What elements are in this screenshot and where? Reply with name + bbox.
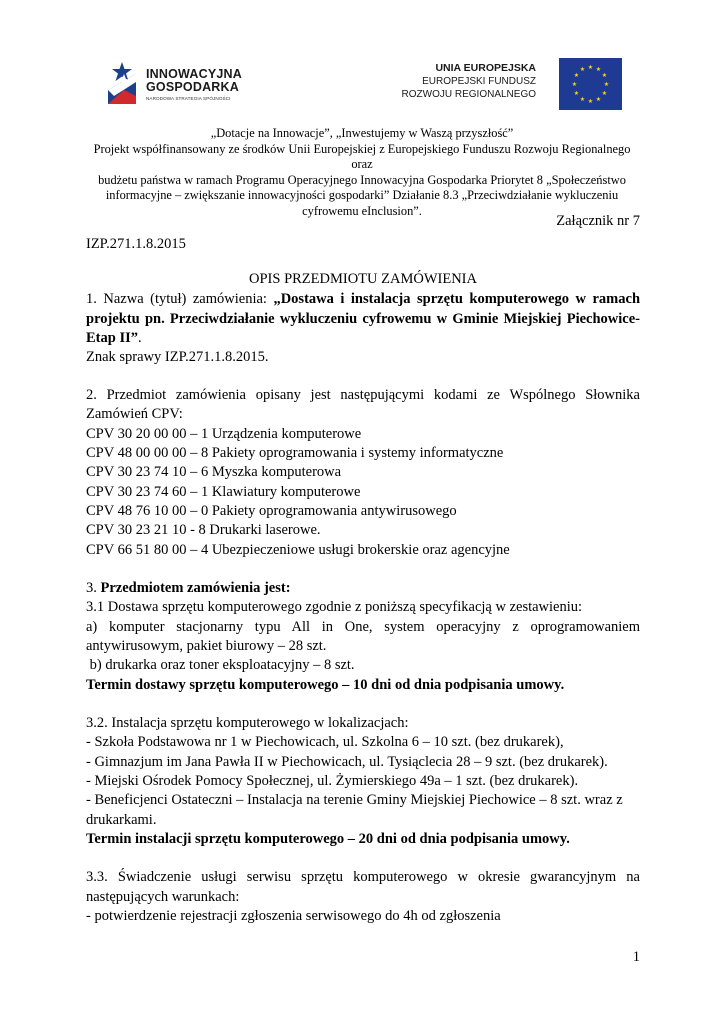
funding-line: Projekt współfinansowany ze środków Unii Europejskiej z Europejskiego Funduszu Rozwoju Regionalnego oraz — [93, 141, 631, 171]
logo-left-line3: NARODOWA STRATEGIA SPÓJNOŚCI — [146, 96, 231, 101]
eu-logo-line3: ROZWOJU REGIONALNEGO — [401, 89, 536, 100]
svg-text:★: ★ — [595, 66, 602, 73]
section1-line1 — [86, 290, 640, 309]
reference-number: IZP.271.1.8.2015 — [86, 236, 186, 252]
order-name-part3: Etap II” — [86, 330, 138, 346]
item-b: b) drukarka oraz toner eksploatacyjny – 8 szt. — [86, 657, 355, 673]
item-a-line2: antywirusowym, pakiet biurowy – 28 szt. — [86, 638, 327, 654]
order-name-part1: „Dostawa i instalacja sprzętu komputerowego w ramach — [273, 291, 641, 307]
service-condition: - potwierdzenie rejestracji zgłoszenia serwisowego do 4h od zgłoszenia — [86, 908, 501, 924]
eu-flag-icon — [559, 58, 622, 110]
section3-heading — [86, 579, 640, 598]
location-item: - Beneficjenci Ostateczni – Instalacja na terenie Gminy Miejskiej Piechowice – 8 szt. wraz z — [86, 792, 623, 808]
eu-logo-line1: UNIA EUROPEJSKA — [435, 62, 536, 74]
case-number: Znak sprawy IZP.271.1.8.2015. — [86, 349, 269, 365]
attachment-label: Załącznik nr 7 — [556, 213, 640, 229]
cpv-code: CPV 30 23 74 10 – 6 Myszka komputerowa — [86, 464, 342, 480]
section3-1: 3.1 Dostawa sprzętu komputerowego zgodnie z poniższą specyfikacją w zestawieniu: — [86, 599, 583, 615]
svg-text:★: ★ — [573, 72, 580, 79]
innowacyjna-gospodarka-emblem-icon — [104, 60, 140, 106]
funding-line: informacyjne – zwiększanie innowacyjności gospodarki” Działanie 8.3 „Przeciwdziałanie wykluczeniu — [105, 188, 619, 202]
svg-text:★: ★ — [571, 81, 578, 88]
innowacyjna-gospodarka-logo — [104, 58, 264, 110]
delivery-deadline: Termin dostawy sprzętu komputerowego – 10 dni od dnia podpisania umowy. — [86, 677, 565, 693]
funding-line: „Dotacje na Innowacje”, „Inwestujemy w Waszą przyszłość” — [210, 126, 514, 140]
svg-text:★: ★ — [601, 90, 608, 97]
funding-line: budżetu państwa w ramach Programu Operacyjnego Innowacyjna Gospodarka Priorytet 8 „Społeczeństwo — [98, 172, 626, 187]
logo-left-line2: GOSPODARKA — [146, 80, 239, 94]
page-number: 1 — [632, 949, 640, 965]
item-a-line1: a) komputer stacjonarny typu All in One, system operacyjny z oprogramowaniem — [86, 619, 640, 635]
section3-2: 3.2. Instalacja sprzętu komputerowego w lokalizacjach: — [86, 715, 409, 731]
svg-text:★: ★ — [579, 66, 586, 73]
section3-number: 3. — [86, 580, 101, 596]
cpv-code: CPV 66 51 80 00 – 4 Ubezpieczeniowe usługi brokerskie oraz agencyjne — [86, 542, 510, 558]
svg-text:★: ★ — [573, 90, 580, 97]
location-item: - Gimnazjum im Jana Pawła II w Piechowicach, ul. Tysiąclecia 28 – 9 szt. (bez drukarek). — [86, 754, 608, 770]
svg-text:★: ★ — [601, 72, 608, 79]
section2-line2: Zamówień CPV: — [86, 406, 183, 422]
section3-3-line1: 3.3. Świadczenie usługi serwisu sprzętu komputerowego w okresie gwarancyjnym na — [86, 869, 640, 885]
section1-line3 — [86, 329, 640, 348]
location-item: drukarkami. — [86, 812, 157, 828]
funding-line: cyfrowemu eInclusion”. — [302, 203, 422, 218]
eu-logo-line2: EUROPEJSKI FUNDUSZ — [422, 76, 536, 87]
section3-3-line2: następujących warunkach: — [86, 889, 240, 905]
svg-text:★: ★ — [587, 64, 594, 71]
eu-logo — [400, 58, 622, 110]
logo-left-line1: INNOWACYJNA — [146, 67, 242, 81]
order-name-part2: projektu pn. Przeciwdziałanie wykluczeniu cyfrowemu w Gminie Miejskiej Piechowice- — [86, 311, 640, 327]
document-title: OPIS PRZEDMIOTU ZAMÓWIENIA — [249, 271, 477, 287]
cpv-code: CPV 48 00 00 00 – 8 Pakiety oprogramowania i systemy informatyczne — [86, 445, 504, 461]
svg-text:★: ★ — [603, 81, 610, 88]
order-name-end: . — [137, 330, 142, 346]
cpv-code: CPV 30 23 74 60 – 1 Klawiatury komputerowe — [86, 484, 361, 500]
cpv-code: CPV 48 76 10 00 – 0 Pakiety oprogramowania antywirusowego — [86, 503, 457, 519]
svg-text:★: ★ — [579, 96, 586, 103]
svg-text:★: ★ — [595, 96, 602, 103]
cpv-code: CPV 30 20 00 00 – 1 Urządzenia komputerowe — [86, 426, 362, 442]
location-item: - Szkoła Podstawowa nr 1 w Piechowicach, ul. Szkolna 6 – 10 szt. (bez drukarek), — [86, 734, 564, 750]
section3-heading-text: Przedmiotem zamówienia jest: — [100, 580, 291, 596]
location-item: - Miejski Ośrodek Pomocy Społecznej, ul. Żymierskiego 49a – 1 szt. (bez drukarek). — [86, 773, 579, 789]
install-deadline: Termin instalacji sprzętu komputerowego – 20 dni od dnia podpisania umowy. — [86, 831, 570, 847]
section2-line1: 2. Przedmiot zamówienia opisany jest następującymi kodami ze Wspólnego Słownika — [86, 387, 640, 403]
svg-text:★: ★ — [587, 98, 594, 105]
funding-statement — [84, 126, 640, 219]
section1-prefix: 1. Nazwa (tytuł) zamówienia: — [86, 291, 274, 307]
cpv-code: CPV 30 23 21 10 - 8 Drukarki laserowe. — [86, 522, 321, 538]
